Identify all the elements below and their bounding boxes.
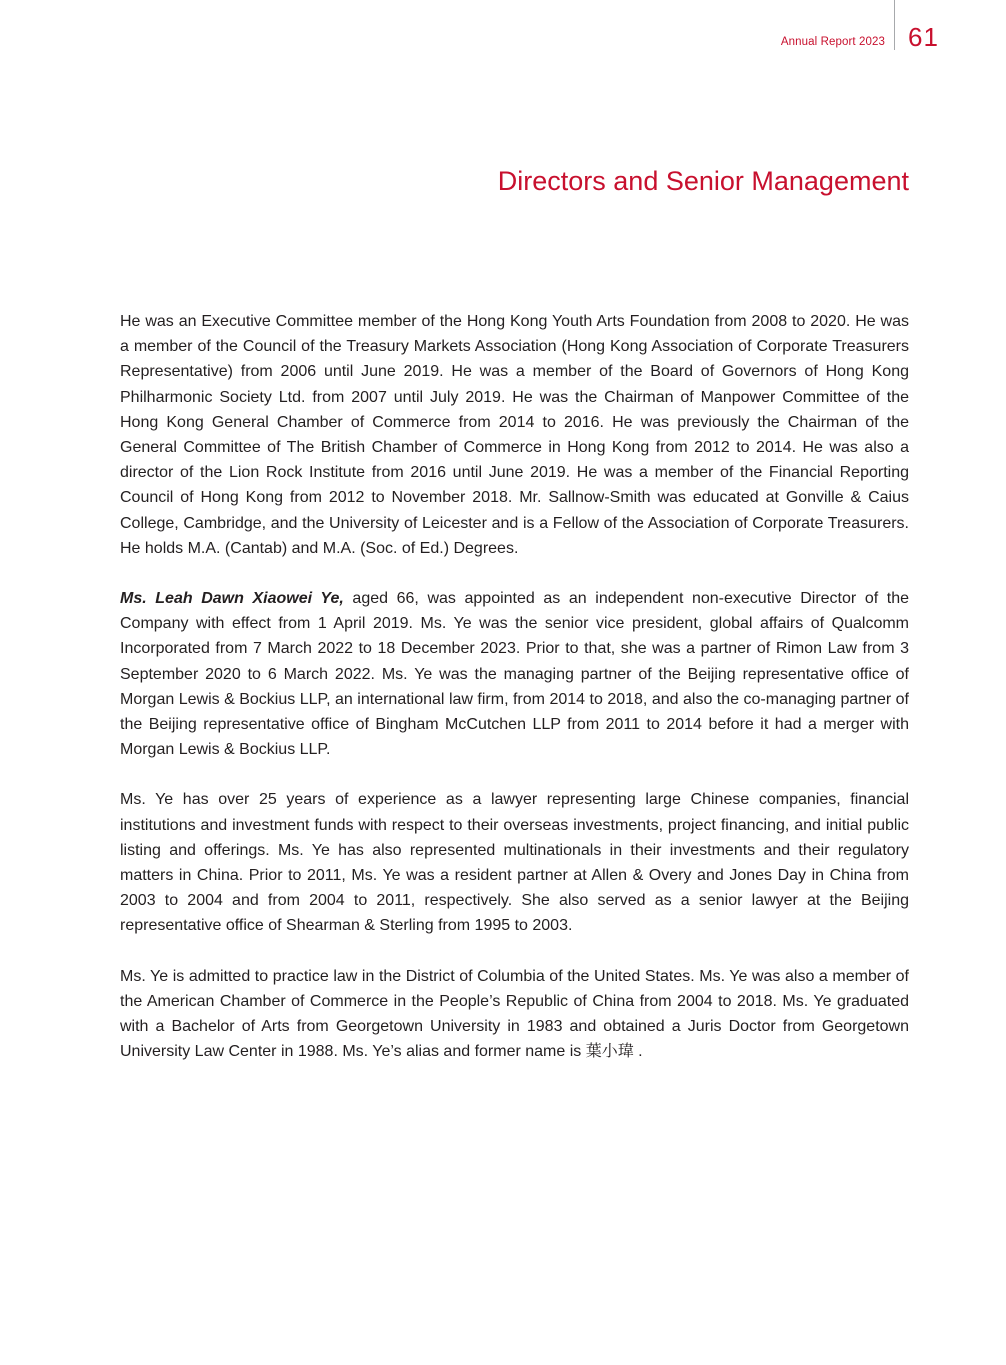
director-name: Ms. Leah Dawn Xiaowei Ye, [120,590,344,608]
body-content [120,309,909,1089]
paragraph-ye-appointment [120,586,909,762]
paragraph-ye-appointment-text: aged 66, was appointed as an independent non-executive Director of the Company with effect from 1 April 2019. Ms. Ye was the senior vice president, global affairs of Qualcomm Incorporated from 7 March 2022 to 18 December 2023. Prior to that, she was a partner of Rimon Law from 3 September 2020 to 6 March 2022. Ms. Ye was the managing partner of the Beijing representative office of Morgan Lewis & Bockius LLP, an international law firm, from 2014 to 2018, and also the co-managing partner of the Beijing representative office of Bingham McCutchen LLP from 2011 to 2014 before it had a merger with Morgan Lewis & Bockius LLP. [120,590,909,759]
paragraph-sallnow-smith-bio: He was an Executive Committee member of the Hong Kong Youth Arts Foundation from 2008 to 2020. He was a member of the Council of the Treasury Markets Association (Hong Kong Association of Corporate Treasurers Representative) from 2006 until June 2019. He was a member of the Board of Governors of Hong Kong Philharmonic Society Ltd. from 2007 until July 2019. He was the Chairman of Manpower Committee of the Hong Kong General Chamber of Commerce from 2014 to 2016. He was previously the Chairman of the General Committee of The British Chamber of Commerce in Hong Kong from 2012 to 2014. He was also a director of the Lion Rock Institute from 2016 until June 2019. He was a member of the Financial Reporting Council of Hong Kong from 2012 to November 2018. Mr. Sallnow-Smith was educated at Gonville & Caius College, Cambridge, and the University of Leicester and is a Fellow of the Association of Corporate Treasurers. He holds M.A. (Cantab) and M.A. (Soc. of Ed.) Degrees. [120,313,909,557]
header-divider [894,0,895,50]
report-label: Annual Report 2023 [780,36,885,48]
page-title: Directors and Senior Management [497,166,909,196]
paragraph-ye-admission: Ms. Ye is admitted to practice law in the District of Columbia of the United States. Ms. Ye was also a member of the American Chamber of Commerce in the People’s Republic of China from 2004 to 2018. Ms. Ye graduated with a Bachelor of Arts from Georgetown University in 1983 and obtained a Juris Doctor from Georgetown University Law Center in 1988. Ms. Ye’s alias and former name is 葉小瑋 . [120,967,909,1061]
page-number: 61 [908,22,939,52]
paragraph-ye-experience: Ms. Ye has over 25 years of experience as a lawyer representing large Chinese companies, financial institutions and investment funds with respect to their overseas investments, project financing, and initial public listing and offerings. Ms. Ye has also represented multinationals in their investments and their regulatory matters in China. Prior to 2011, Ms. Ye was a resident partner at Allen & Overy and Jones Day in China from 2003 to 2004 and from 2004 to 2011, respectively. She also served as a senior lawyer at the Beijing representative office of Shearman & Sterling from 1995 to 2003. [120,791,909,935]
